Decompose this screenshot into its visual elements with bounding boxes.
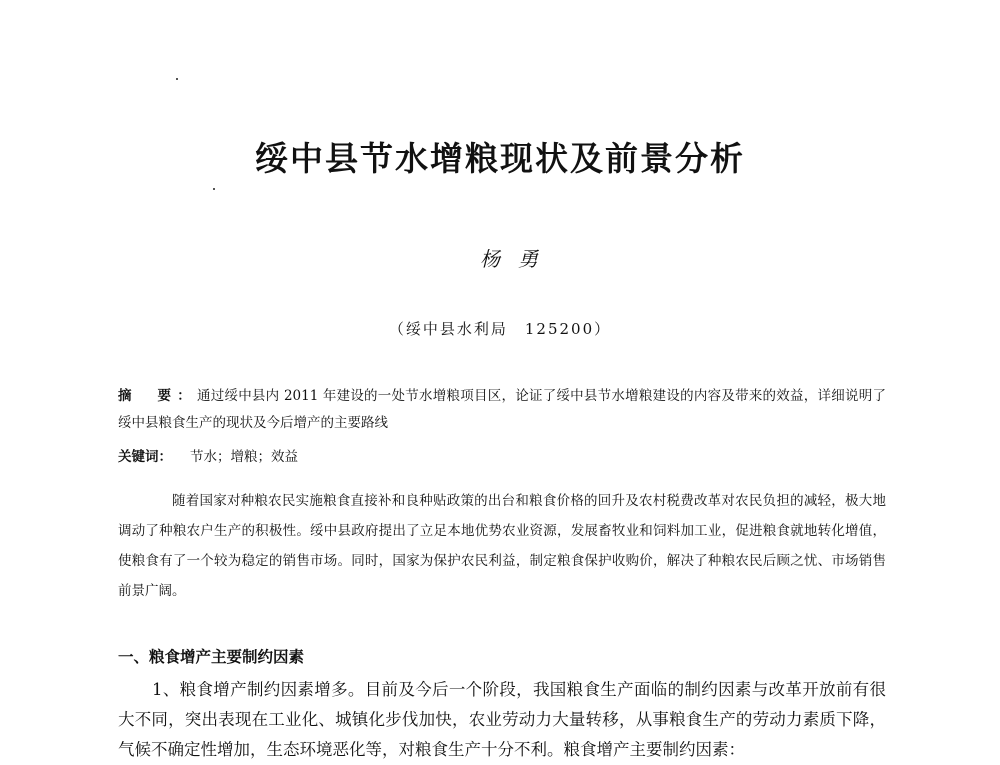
paper-title: 绥中县节水增粮现状及前景分析: [255, 139, 745, 178]
keywords-label: 关键词：: [118, 449, 172, 465]
keywords-block: [118, 444, 886, 471]
author-name: 杨勇: [480, 247, 556, 271]
keywords-text: 节水；增粮；效益: [190, 449, 298, 465]
author-affiliation: （绥中县水利局 125200）: [388, 320, 612, 338]
intro-paragraph: 随着国家对种粮农民实施粮食直接补和良种贴政策的出台和粮食价格的回升及农村税费改革对农民负担的减轻，极大地调动了种粮农户生产的积极性。绥中县政府提出了立足本地优势农业资源，发展畜牧业和饲料加工业，促进粮食就地转化增值，使粮食有了一个较为稳定的销售市场。同时，国家为保护农民利益，制定粮食保护收购价，解决了种粮农民后顾之忧、市场销售前景广阔。: [118, 493, 886, 599]
section-heading: 一、粮食增产主要制约因素: [118, 648, 305, 666]
scan-speck: [213, 188, 215, 190]
abstract-block: [118, 383, 886, 437]
scan-speck: [176, 78, 178, 80]
abstract-text: 通过绥中县内 2011 年建设的一处节水增粮项目区，论证了绥中县节水增粮建设的内容及带来的效益，详细说明了绥中县粮食生产的现状及今后增产的主要路线: [118, 388, 886, 431]
abstract-label: 摘 要：: [118, 388, 197, 404]
section-paragraph: 1、粮食增产制约因素增多。目前及今后一个阶段，我国粮食生产面临的制约因素与改革开放前有很大不同，突出表现在工业化、城镇化步伐加快，农业劳动力大量转移，从事粮食生产的劳动力素质下降，气候不确定性增加，生态环境恶化等，对粮食生产十分不利。粮食增产主要制约因素：: [118, 680, 886, 759]
